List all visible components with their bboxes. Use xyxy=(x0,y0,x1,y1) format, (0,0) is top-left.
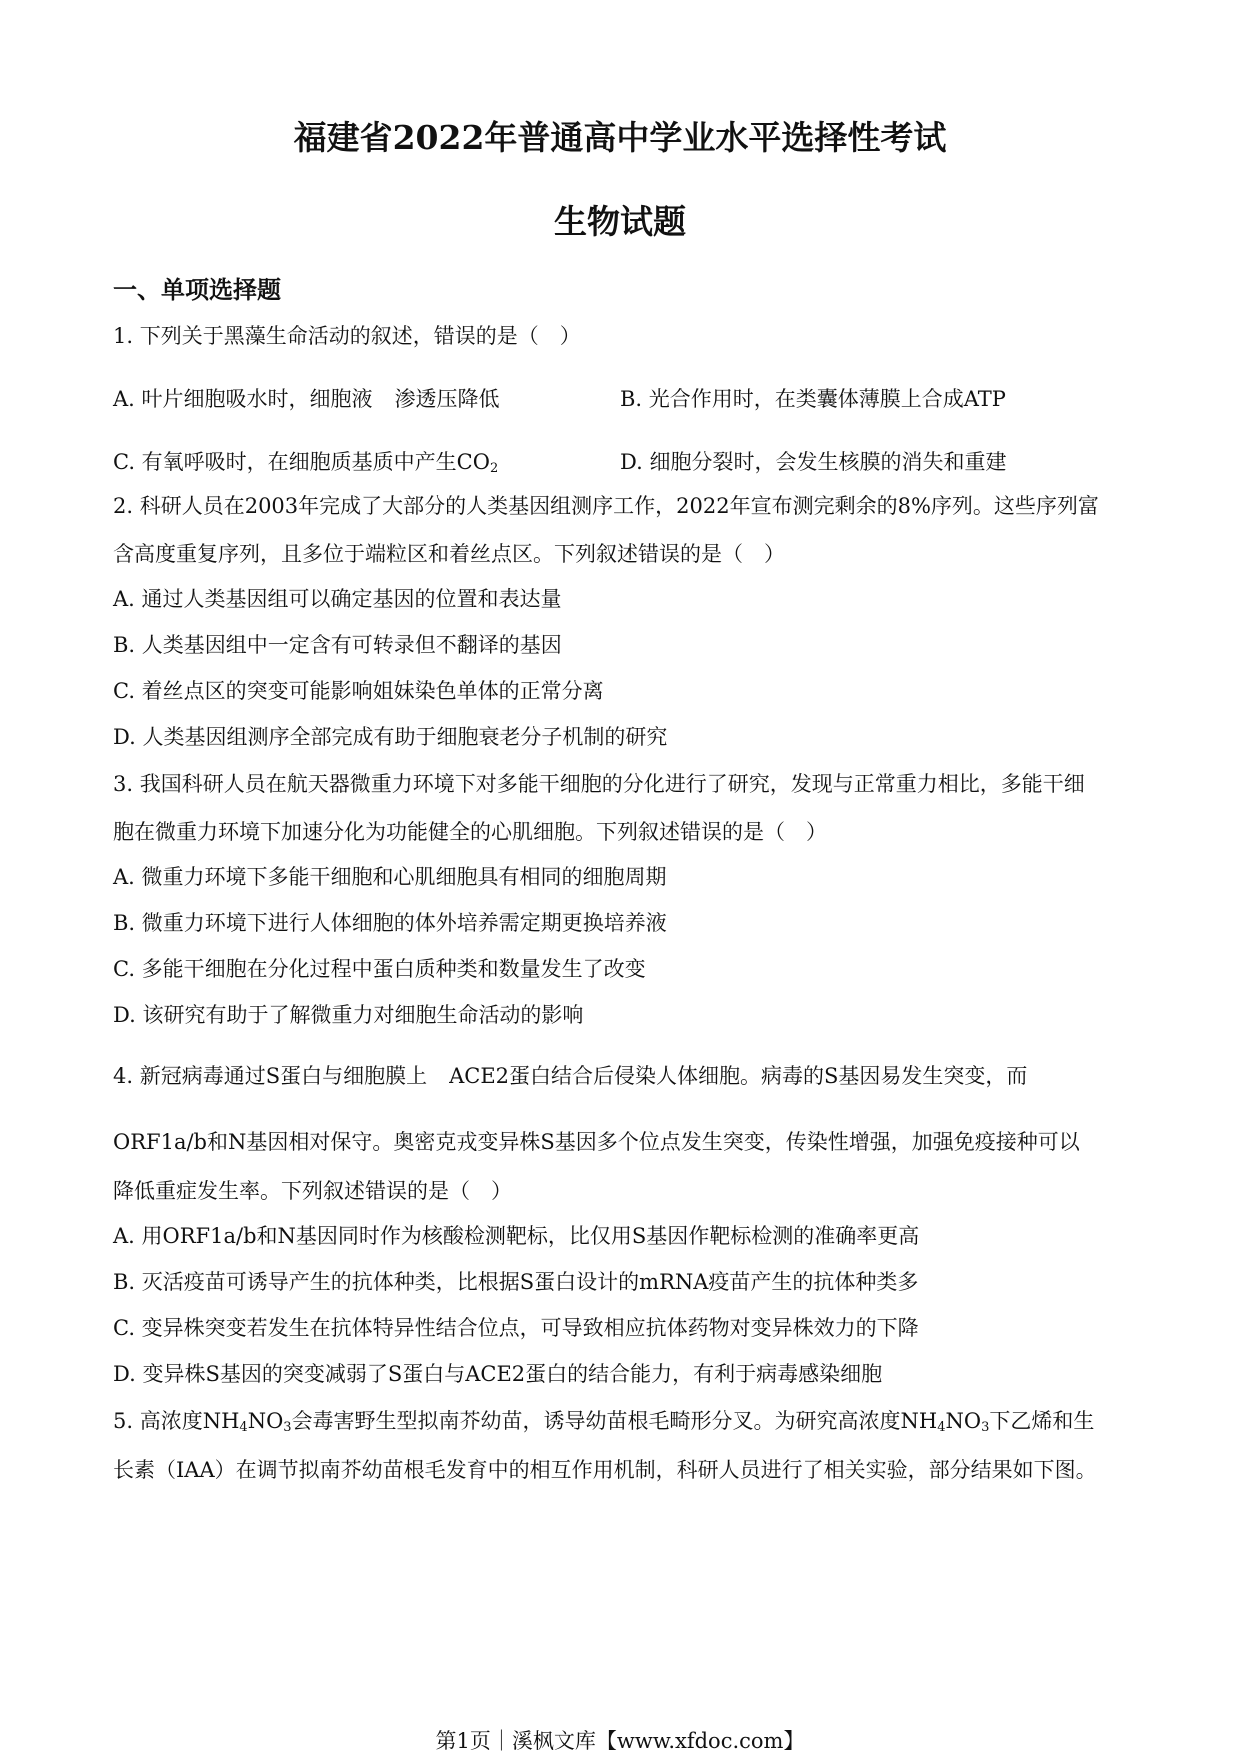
question-1-option-d: D. 细胞分裂时，会发生核膜的消失和重建 xyxy=(620,450,1007,474)
question-2-option-c: C. 着丝点区的突变可能影响姐妹染色单体的正常分离 xyxy=(113,679,604,703)
question-5-stem-line-2: 长素（IAA）在调节拟南芥幼苗根毛发育中的相互作用机制，科研人员进行了相关实验，部分结果如下图。 xyxy=(113,1458,1097,1482)
question-1-option-a: A. 叶片细胞吸水时，细胞液 渗透压降低 xyxy=(113,387,500,411)
question-4-stem-line-2: ORF1a/b和N基因相对保守。奥密克戎变异株S基因多个位点发生突变，传染性增强，加强免疫接种可以 xyxy=(113,1130,1080,1154)
exam-title: 福建省2022年普通高中学业水平选择性考试 xyxy=(293,118,947,157)
question-3-stem-line-2: 胞在微重力环境下加速分化为功能健全的心肌细胞。下列叙述错误的是（ ） xyxy=(113,820,827,844)
question-4-option-d: D. 变异株S基因的突变减弱了S蛋白与ACE2蛋白的结合能力，有利于病毒感染细胞 xyxy=(113,1362,883,1386)
question-2-stem-line-1: 2. 科研人员在2003年完成了大部分的人类基因组测序工作，2022年宣布测完剩余的8%序列。这些序列富 xyxy=(113,494,1099,518)
section-heading-single-choice: 一、单项选择题 xyxy=(113,275,281,304)
question-3-option-a: A. 微重力环境下多能干细胞和心肌细胞具有相同的细胞周期 xyxy=(113,865,667,889)
page-footer: 第1页｜溪枫文库【www.xfdoc.com】 xyxy=(435,1729,805,1753)
question-5-stem-line-1: 5. 高浓度$NH_4NO_3$会毒害野生型拟南芥幼苗，诱导幼苗根毛畸形分叉。为研究高浓度$NH_4NO_3$下乙烯和生 xyxy=(113,1409,1095,1435)
question-3-option-d: D. 该研究有助于了解微重力对细胞生命活动的影响 xyxy=(113,1003,584,1027)
question-3-option-b: B. 微重力环境下进行人体细胞的体外培养需定期更换培养液 xyxy=(113,911,667,935)
question-4-stem-line-3: 降低重症发生率。下列叙述错误的是（ ） xyxy=(113,1179,512,1203)
question-3-stem-line-1: 3. 我国科研人员在航天器微重力环境下对多能干细胞的分化进行了研究，发现与正常重力相比，多能干细 xyxy=(113,772,1085,796)
question-4-option-c: C. 变异株突变若发生在抗体特异性结合位点，可导致相应抗体药物对变异株效力的下降 xyxy=(113,1316,919,1340)
question-1-option-b: B. 光合作用时，在类囊体薄膜上合成ATP xyxy=(620,387,1006,411)
question-4-option-b: B. 灭活疫苗可诱导产生的抗体种类，比根据S蛋白设计的mRNA疫苗产生的抗体种类多 xyxy=(113,1270,919,1294)
exam-subtitle: 生物试题 xyxy=(554,202,686,241)
question-1-option-c: C. 有氧呼吸时，在细胞质基质中产生$CO_2$ xyxy=(113,450,499,476)
question-4-option-a: A. 用ORF1a/b和N基因同时作为核酸检测靶标，比仅用S基因作靶标检测的准确率更高 xyxy=(113,1224,920,1248)
question-2-stem-line-2: 含高度重复序列，且多位于端粒区和着丝点区。下列叙述错误的是（ ） xyxy=(113,542,785,566)
question-4-stem-line-1: 4. 新冠病毒通过S蛋白与细胞膜上 ACE2蛋白结合后侵染人体细胞。病毒的S基因易发生突变，而 xyxy=(113,1064,1028,1088)
question-3-option-c: C. 多能干细胞在分化过程中蛋白质种类和数量发生了改变 xyxy=(113,957,646,981)
question-1-stem: 1. 下列关于黑藻生命活动的叙述，错误的是（ ） xyxy=(113,324,581,348)
question-2-option-b: B. 人类基因组中一定含有可转录但不翻译的基因 xyxy=(113,633,562,657)
question-2-option-d: D. 人类基因组测序全部完成有助于细胞衰老分子机制的研究 xyxy=(113,725,668,749)
question-2-option-a: A. 通过人类基因组可以确定基因的位置和表达量 xyxy=(113,587,562,611)
